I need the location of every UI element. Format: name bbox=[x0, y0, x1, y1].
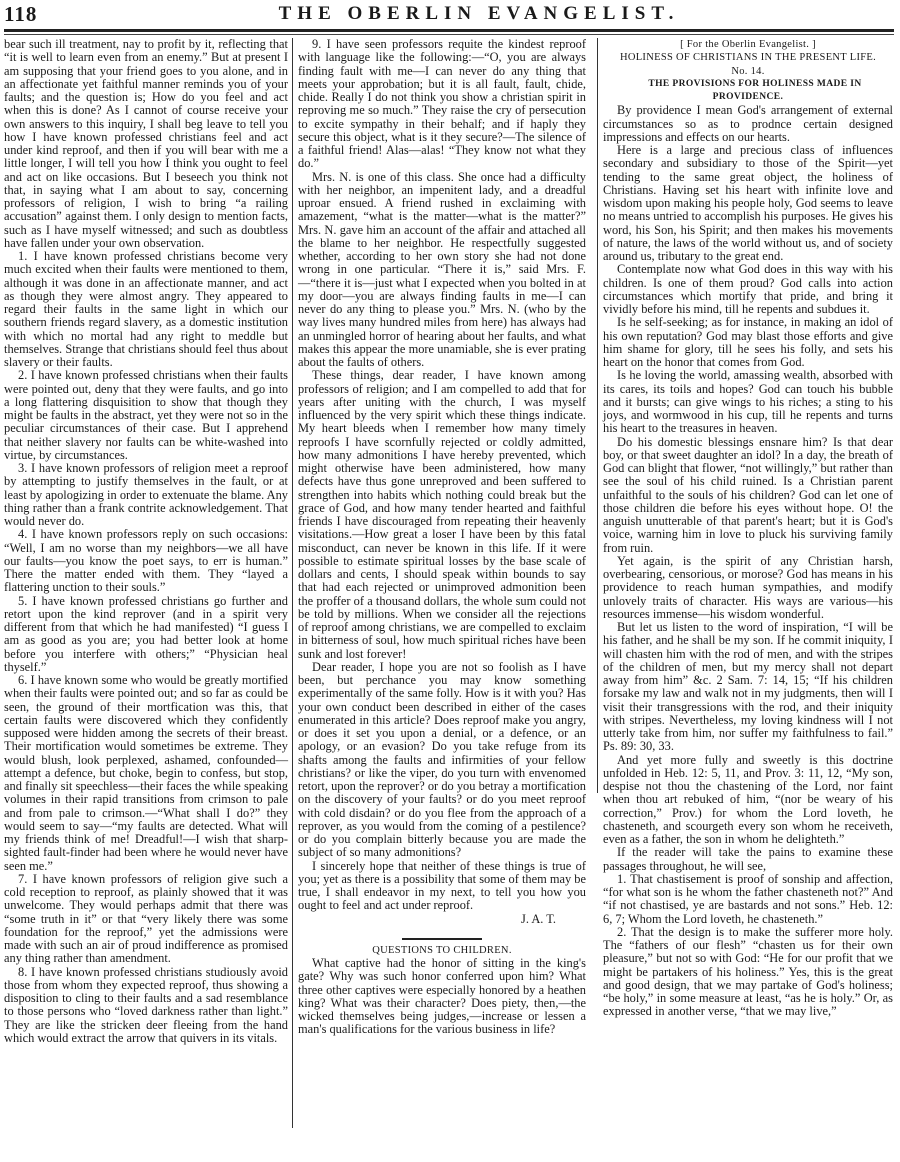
header-rule-thin bbox=[4, 34, 894, 35]
section-body bbox=[298, 957, 586, 1037]
paragraph: Do his domestic blessings ensnare him? Is that dear boy, or that sweet daughter an idol? In a day, the breath of God can blight that flower, “not willingly,” but rather than see the soul of his child ruined. Is a Christian parent unfaithful to the souls of his children? God can let one of those children die before his eyes without hope. O! the anguish unutterable of that parent's heart; but it is God's voice, warning him in love to pluck his surviving family from ruin. bbox=[603, 434, 893, 555]
paragraph: What captive had the honor of sitting in the king's gate? Why was such honor conferred upon him? What three other captives were especially honored by a heathen king? What was their character? Does piety, then,—the wicked themselves being judges,—increase or lessen a man's qualifications for the various business in life? bbox=[298, 956, 586, 1037]
paragraph: But let us listen to the word of inspiration, “I will be his father, and he shall be my son. If he commit iniquity, I will chasten him with the rod of men, and with the stripes of the children of men, but my mercy shall not depart away from him” &c. 2 Sam. 7: 14, 15; “If his children forsake my law and walk not in my judgments, then will I visit their transgressions with the rod, and their iniquity with stripes. Nevertheless, my loving kindness will I not utterly take from him, nor suffer my faithfulness to fail.” Ps. 89: 30, 33. bbox=[603, 620, 893, 754]
paragraph: If the reader will take the pains to examine these passages throughout, he will see, bbox=[603, 845, 893, 873]
paragraph: Contemplate now what God does in this way with his children. Is one of them proud? God calls into action circumstances which mortify that pride, and bring it vividly before his mind, till he repents and subdues it. bbox=[603, 262, 893, 316]
column-divider bbox=[597, 38, 598, 793]
paragraph: And yet more fully and sweetly is this doctrine unfolded in Heb. 12: 5, 11, and Prov. 3: 11, 12, “My son, despise not thou the chastening of the Lord, nor faint when thou art rebuked of him, “(nor be weary of his correction,” Prov.) for whom the Lord loveth, he chasteneth, and scourgeth every son whom he receiveth, even as a father, the son in whom he delighteth.” bbox=[603, 752, 893, 846]
paragraph: 6. I have known some who would be greatly mortified when their faults were pointed out; and so far as could be seen, the ground of their mortfication was this, that certain faults were discovered which they confidently supposed were hidden among the secrets of their breast. Their mortification would sometimes be extreme. They would blush, look perplexed, ashamed, confounded—attempt a defence, but choke, begin to confess, but stop, and finally sit speechless—their faces the while speaking volumes in their rapid transitions from crimson to pale and from pale to crimson.—“What shall I do?” they would seem to say—“my faults are detected. What will my friends think of me! Dreadful!—I wish that sharp-sighted fault-finder had been where he would never have seen me.” bbox=[4, 673, 288, 873]
paragraph: 1. That chastisement is proof of sonship and affection, “for what son is he whom the father chasteneth not?” And “if not chastised, ye are bastards and not sons.” Heb. 12: 6, 7; Whom the Lord loveth, he chasteneth.” bbox=[603, 871, 893, 926]
section-title: QUESTIONS TO CHILDREN. bbox=[372, 944, 512, 956]
header-rule bbox=[4, 29, 894, 32]
page-number: 118 bbox=[4, 2, 38, 26]
column-1 bbox=[4, 38, 288, 1045]
paragraph: Mrs. N. is one of this class. She once had a difficulty with her neighbor, an impenitent lady, and a dreadful uproar ensued. A friend rushed in exclaiming with amazement, “what is the matter—what is the matter?” Mrs. N. gave him an account of the affair and attached all the blame to her neighbor. He respectfully suggested whether, according to her own story she had not done wrong in one particular. “There it is,” said Mrs. F.—“there it is—just what I expected when you bolted in at my door—you are always finding faults in me—I can never do any thing to please you.” Mrs. N. (who by the way lives many hundred miles from here) has always had an unmingled horror of hearing about her faults, and what makes this appear the more unamiable, she is ever prating about the faults of others. bbox=[298, 169, 586, 369]
article-number: No. 14. bbox=[731, 65, 765, 77]
section-divider bbox=[402, 938, 482, 940]
paragraph: Here is a large and precious class of influences secondary and subsidiary to those of the Spirit—yet tending to the same great object, the holiness of Christians. Having set his heart with infinite love and wisdom upon making his people holy, God seems to leave no means untried to accomplish his purposes. He gives his word, his Son, his Spirit; and then makes his movements of nature, the laws of the world without us, and of society around us, tributary to the great end. bbox=[603, 143, 893, 263]
paragraph: 4. I have known professors reply on such occasions: “Well, I am no worse than my neighbors—we all have our faults—you know the poet says, to err is human.” There the matter ended with them. They “layed a flattering unction to their souls.” bbox=[4, 527, 288, 595]
paragraph: 1. I have known professed christians become very much excited when their faults were mentioned to them, although it was done in an affectionate manner, and act as though they were almost angry. They appeared to regard their faults in the same light in which our southern friends regard slavery, as a domestic institution with which no mortal had any right to meddle but themselves. Strange that christians should feel thus about slavery or their faults. bbox=[4, 249, 288, 369]
article-credit: [ For the Oberlin Evangelist. ] bbox=[680, 39, 816, 50]
paragraph: 3. I have known professors of religion meet a reproof by attempting to justify themselves in the fault, or at least by apologizing in order to extenuate the blame. Any thing rather than a frank contrite acknowledgement. That would never do. bbox=[4, 461, 288, 528]
column-2 bbox=[298, 38, 586, 1037]
paragraph: 5. I have known professed christians go further and retort upon the kind reprover (and in a spirit very different from that which he had manifested) “I guess I am as good as you are; you had better look at home before you interfere with others;” “Physician heal thyself.” bbox=[4, 593, 288, 674]
column-divider bbox=[292, 38, 293, 1128]
paragraph: Is he loving the world, amassing wealth, absorbed with its cares, its toils and hopes? God can touch his bubble and it bursts; can give wings to his riches; a sting to his joys, and wormwood in his cup, till he repents and turns his heart to the treasures in heaven. bbox=[603, 368, 893, 436]
paragraph: Dear reader, I hope you are not so foolish as I have been, but perchance you may know something experimentally of the same folly. How is it with you? Has your own conduct been described in either of the cases enumerated in this article? Does reproof make you angry, or does it set you upon a denial, or a defence, or an apology, or an evasion? Do you take refuge from its shafts among the faults and infirmities of your fellow christians? or like the viper, do you turn with envenomed retort, upon the reprover? or do you betray a mortification on the discovery of your faults? or do you meet reproof with cold disdain? or do you flee from the approach of a reprover, as you would from the coming of a pestilence? or do you complain bitterly because you are made the subject of so many admonitions? bbox=[298, 659, 586, 860]
paragraph: Yet again, is the spirit of any Christian harsh, overbearing, censorious, or morose? God has means in his providence to reach human sympathies, and modify unlovely traits of character. His ways are various—his resources immense—his wisdom wonderful. bbox=[603, 553, 893, 621]
signature: J. A. T. bbox=[521, 911, 556, 926]
article-body bbox=[298, 38, 586, 913]
article-body bbox=[603, 104, 893, 1018]
paragraph: 2. I have known professed christians when their faults were pointed out, deny that they were faults, and go into a long flattering disquisition to show that though they might be faults in the abstract, yet they were not so in the peculiar circumstances of their case. But I apprehend that neither slavery nor faults can be white-washed into virtue, by circumstances. bbox=[4, 368, 288, 462]
paragraph: 2. That the design is to make the sufferer more holy. The “fathers of our flesh” “chasten us for their own pleasure,” but not so with God: “He for our profit that we might be partakers of his holiness.” Yes, this is the great and good design, that we may partake of God's holiness; “be holy,” in some measure at least, “as he is holy.” Or, as expressed in another verse, “that we may live,” bbox=[603, 924, 893, 1019]
column-3 bbox=[603, 38, 893, 1019]
paragraph: 9. I have seen professors requite the kindest reproof with language like the following:—“O, you are always finding fault with me—I can never do any thing that meets your approbation; but it is all fault, fault, chide, chide. Really I do not think you show a christian spirit in reproving me so much.” They raise the cry of persecution to excite sympathy in their behalf; and if haply they secure this object, what is it they secure?—The silence of a faithful friend! Alas—alas! “They know not what they do.” bbox=[298, 37, 586, 171]
paragraph: bear such ill treatment, nay to profit by it, reflecting that “it is well to learn even from an enemy.” But at present I am supposing that your friend goes to you alone, and in an affectionate yet faithful manner reminds you of your faults; and the question is; How do you feel and act when this is done? As I cannot of course receive your own answers to this inquiry, I shall beg leave to tell you how I have known professed christians feel and act under kind reproof, and then if you will bear with me a little longer, I will tell you how I think you ought to feel and act on like occasions. But I beseech you think not that, in saying what I am about to say, concerning professors of religion, I wish to bring “a railing accusation” against them. I only design to mention facts, such as I have myself witnessed; and such as doubtless have fallen under your own observation. bbox=[4, 37, 288, 250]
paragraph: Is he self-seeking; as for instance, in making an idol of his own reputation? God may blast those efforts and give him shame for glory, till he sees his folly, and sets his heart on the honor that comes from God. bbox=[603, 315, 893, 369]
paragraph: 8. I have known professed christians studiously avoid those from whom they expected reproof, thus showing a disposition to cling to their faults and a sad resemblance to those persons who “loved darkness rather than light.” They are like the stricken deer fleeing from the hand which would extract the arrow that quivers in its vitals. bbox=[4, 964, 288, 1045]
article-body bbox=[4, 38, 288, 1045]
paragraph: These things, dear reader, I have known among professors of religion; and I am compelled to add that for years after uniting with the church, I was myself influenced by the very spirit which these things indicate. My heart bleeds when I remember how many timely reproofs I have scornfully rejected or coldly admitted, how many admonitions I have hereby prevented, which might otherwise have been administered, how many defects have thus gone unreproved and been suffered to strengthen into habits which nothing could break but the grace of God, and how many tender hearted and faithful friends I have discouraged from repeating their heavenly visitations.—How great a loser I have been by this fatal misconduct, can never be known in this life. If it were possible to estimate spiritual losses by the base scale of dollars and cents, I should speak within bounds to say that had each rejected or unimproved admonition been the proffer of a thousand dollars, the whole sum could not be told by millions. When we consider all the rejections of reproof among christians, we are compelled to exclaim in bitterness of soul, how much spiritual riches have been sunk and lost forever! bbox=[298, 368, 586, 661]
masthead bbox=[4, 0, 894, 30]
article-title: HOLINESS OF CHRISTIANS IN THE PRESENT LIFE. bbox=[619, 52, 877, 64]
paragraph: I sincerely hope that neither of these things is true of you; yet as there is a possibility that some of them may be true, I shall endeavor in my next, to tell you how you ought to feel and act under reproof. bbox=[298, 858, 586, 913]
article-subtitle: THE PROVISIONS FOR HOLINESS MADE IN PROVIDENCE. bbox=[648, 78, 862, 102]
newspaper-title: THE OBERLIN EVANGELIST. bbox=[278, 3, 680, 24]
paragraph: 7. I have known professors of religion give such a cold reception to reproof, as plainly showed that it was unwelcome. They would perhaps admit that there was “some truth in it” or that “very likely there was some foundation for the reproof,” yet the admissions were made with such an air of proud indifference as promised any thing rather than amendment. bbox=[4, 871, 288, 966]
paragraph: By providence I mean God's arrangement of external circumstances so as to prodnce certain designed impressions and effects on our hearts. bbox=[603, 103, 893, 144]
